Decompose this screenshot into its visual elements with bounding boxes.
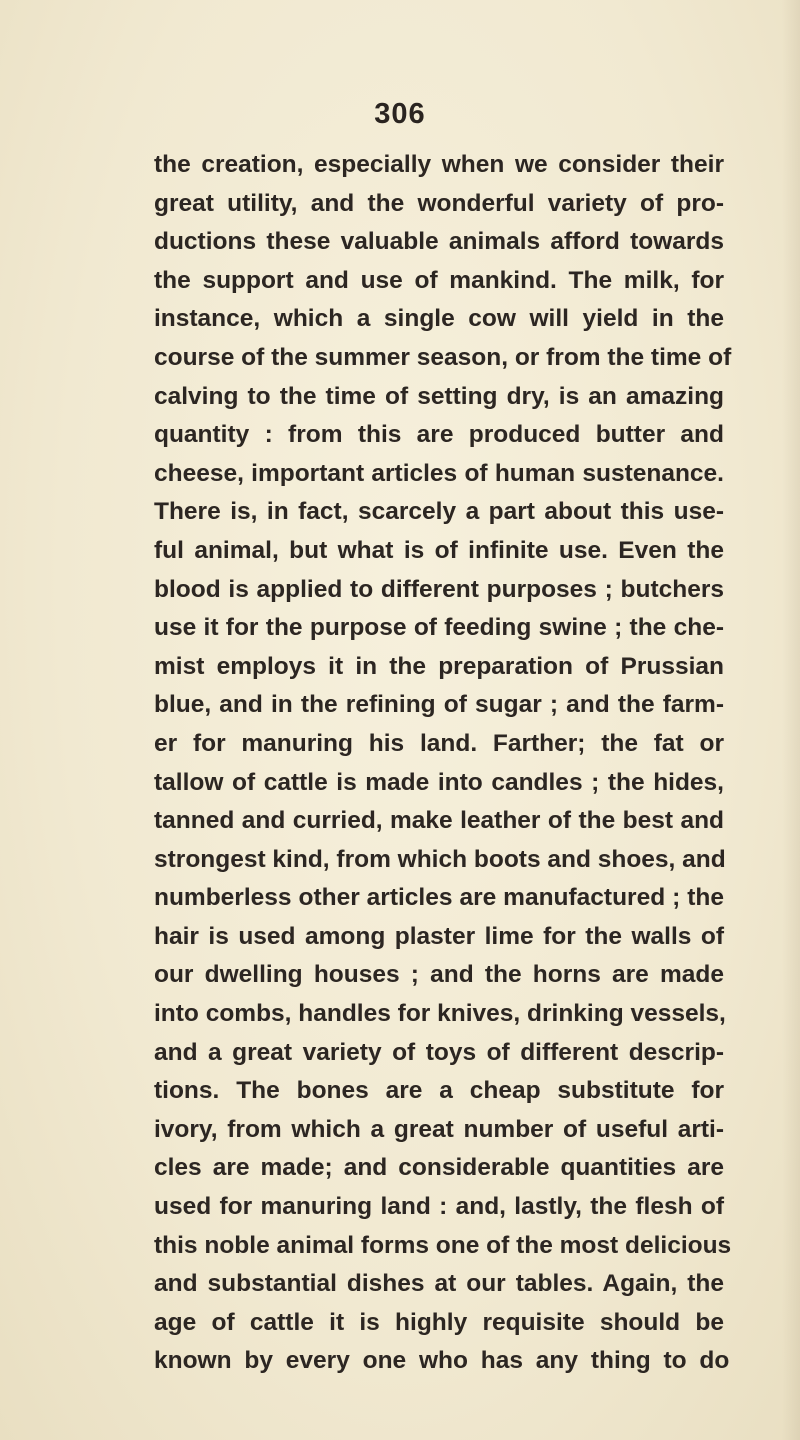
text-line: blue, and in the refining of sugar ; and the farm- (154, 691, 724, 719)
text-line: cles are made; and considerable quantities are (154, 1154, 724, 1182)
page-edge-shadow (782, 0, 800, 1440)
text-line: and a great variety of toys of different descrip- (154, 1038, 724, 1066)
text-line: There is, in fact, scarcely a part about this use- (154, 498, 724, 526)
text-line: numberless other articles are manufactured ; the (154, 884, 724, 912)
text-line: ductions these valuable animals afford towards (154, 228, 724, 256)
text-line: course of the summer season, or from the time of (154, 343, 732, 371)
text-line: blood is applied to different purposes ; butchers (154, 575, 724, 603)
text-line: mist employs it in the preparation of Prussian (154, 652, 724, 680)
text-line: used for manuring land : and, lastly, the flesh of (154, 1193, 724, 1221)
body-text (154, 146, 732, 1381)
text-line: tions. The bones are a cheap substitute for (154, 1077, 724, 1105)
text-line: the creation, especially when we consider their (154, 151, 724, 178)
text-line: quantity : from this are produced butter and (154, 421, 724, 449)
text-line: calving to the time of setting dry, is an amazing (154, 382, 724, 410)
text-line: hair is used among plaster lime for the walls of (154, 922, 724, 950)
text-line: age of cattle it is highly requisite should be (154, 1308, 724, 1336)
text-line: ful animal, but what is of infinite use. Even the (154, 536, 724, 564)
text-line: strongest kind, from which boots and shoes, and (154, 845, 726, 873)
text-line: use it for the purpose of feeding swine ; the che- (154, 614, 724, 642)
text-line: into combs, handles for knives, drinking vessels, (154, 1000, 726, 1028)
text-line: the support and use of mankind. The milk, for (154, 266, 724, 294)
text-line: er for manuring his land. Farther; the fat or (154, 729, 724, 757)
text-line: this noble animal forms one of the most delicious (154, 1231, 732, 1259)
text-line: great utility, and the wonderful variety of pro- (154, 189, 724, 217)
text-line: and substantial dishes at our tables. Again, the (154, 1270, 724, 1298)
text-line: tanned and curried, make leather of the best and (154, 807, 724, 835)
text-line: tallow of cattle is made into candles ; the hides, (154, 768, 724, 796)
text-line: known by every one who has any thing to do (154, 1347, 730, 1375)
text-line: our dwelling houses ; and the horns are made (154, 961, 724, 989)
text-line: ivory, from which a great number of useful arti- (154, 1115, 724, 1143)
page-number: 306 (374, 98, 426, 130)
text-line: cheese, important articles of human sustenance. (154, 459, 724, 487)
text-line: instance, which a single cow will yield in the (154, 305, 724, 333)
